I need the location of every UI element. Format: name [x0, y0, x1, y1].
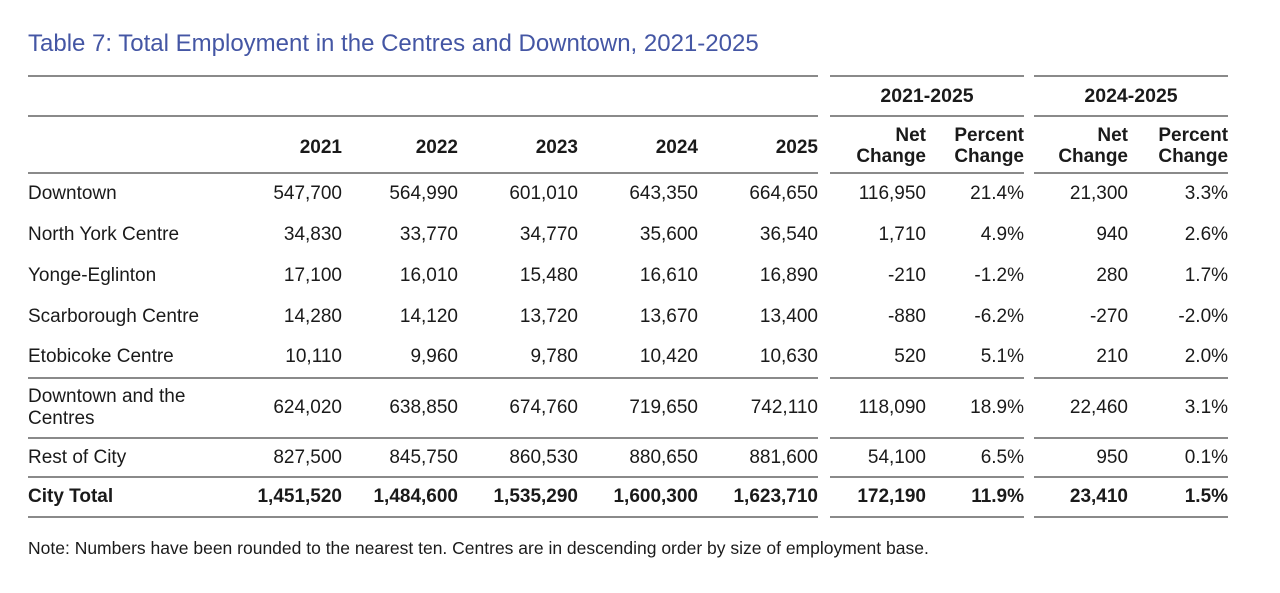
row-label: Downtown	[28, 183, 117, 204]
value-cell: 15,480	[519, 264, 578, 286]
value-cell: 17,100	[283, 264, 342, 286]
value-cell: 11.9%	[926, 477, 1024, 517]
value-cell: 13,670	[639, 305, 698, 327]
group-header-2024-2025: 2024-2025	[1034, 76, 1228, 116]
row-label-header	[28, 116, 218, 173]
value-cell: 33,770	[399, 223, 458, 245]
percent-change-header: Percent Change	[926, 116, 1024, 173]
value-cell: 1.7%	[1184, 264, 1229, 286]
group-header-row	[28, 76, 1228, 116]
value-cell: 14,120	[399, 305, 458, 327]
value-cell: 210	[1034, 337, 1128, 378]
value-cell: 23,410	[1034, 477, 1128, 517]
table-row	[28, 214, 1228, 255]
value-cell: 21,300	[1069, 183, 1129, 204]
value-cell: 18.9%	[926, 378, 1024, 438]
year-header: 2024	[578, 116, 698, 173]
value-cell: 13,720	[519, 305, 578, 327]
value-cell: 719,650	[578, 378, 698, 438]
value-cell: 3.3%	[1184, 183, 1229, 204]
value-cell: 280	[1096, 264, 1129, 286]
column-gap	[818, 296, 830, 337]
column-gap	[1024, 76, 1034, 116]
column-gap	[818, 477, 830, 517]
value-cell: 172,190	[830, 477, 926, 517]
row-label: North York Centre	[28, 223, 180, 245]
column-gap	[1024, 378, 1034, 438]
value-cell: 827,500	[218, 438, 342, 477]
table-row	[28, 438, 1228, 477]
value-cell: 16,010	[399, 264, 458, 286]
net-change-header: Net Change	[1034, 116, 1128, 173]
row-label: Rest of City	[28, 438, 218, 477]
value-cell: 14,280	[283, 305, 342, 327]
value-cell: 9,960	[342, 337, 458, 378]
table-row-total	[28, 477, 1228, 517]
value-cell: -880	[887, 305, 926, 327]
value-cell: 1,600,300	[578, 477, 698, 517]
value-cell: 664,650	[749, 183, 818, 204]
value-cell: 34,770	[519, 223, 578, 245]
table-note: Note: Numbers have been rounded to the nearest ten. Centres are in descending order by size of employment base.	[28, 538, 929, 558]
value-cell: 2.6%	[1184, 223, 1229, 245]
employment-table	[28, 75, 1228, 518]
row-label: Scarborough Centre	[28, 305, 200, 327]
value-cell: 10,110	[218, 337, 342, 378]
value-cell: 1,451,520	[218, 477, 342, 517]
column-gap	[1024, 255, 1034, 296]
value-cell: 21.4%	[970, 183, 1025, 204]
value-cell: 3.1%	[1128, 378, 1228, 438]
value-cell: 9,780	[458, 337, 578, 378]
value-cell: -270	[1089, 305, 1129, 327]
value-cell: -6.2%	[974, 305, 1025, 327]
group-header-2021-2025: 2021-2025	[830, 76, 1024, 116]
value-cell: 6.5%	[926, 438, 1024, 477]
group-header-spacer	[28, 76, 818, 116]
value-cell: 4.9%	[980, 223, 1025, 245]
percent-change-header: Percent Change	[1128, 116, 1228, 173]
column-gap	[1024, 337, 1034, 378]
value-cell: 16,610	[639, 264, 698, 286]
table-row	[28, 337, 1228, 378]
value-cell: 1,710	[878, 223, 926, 245]
value-cell: 880,650	[578, 438, 698, 477]
net-change-header: Net Change	[830, 116, 926, 173]
row-label: Yonge-Eglinton	[28, 264, 157, 286]
value-cell: 638,850	[342, 378, 458, 438]
value-cell: 118,090	[830, 378, 926, 438]
value-cell: 54,100	[830, 438, 926, 477]
value-cell: 950	[1034, 438, 1128, 477]
value-cell: 845,750	[342, 438, 458, 477]
column-gap	[1024, 438, 1034, 477]
column-gap	[818, 438, 830, 477]
value-cell: 116,950	[858, 183, 926, 204]
table-row	[28, 255, 1228, 296]
value-cell: 10,630	[698, 337, 818, 378]
row-label: Etobicoke Centre	[28, 337, 218, 378]
column-gap	[818, 378, 830, 438]
row-label: Downtown and the Centres	[28, 378, 218, 438]
table-title: Table 7: Total Employment in the Centres and Downtown, 2021-2025	[28, 30, 759, 57]
value-cell: 742,110	[698, 378, 818, 438]
column-gap	[818, 214, 830, 255]
column-gap	[1024, 173, 1034, 214]
value-cell: -1.2%	[974, 264, 1025, 286]
table-row	[28, 378, 1228, 438]
value-cell: -2.0%	[1178, 305, 1229, 327]
value-cell: 1,623,710	[698, 477, 818, 517]
value-cell: 22,460	[1034, 378, 1128, 438]
value-cell: 1.5%	[1128, 477, 1228, 517]
year-header: 2021	[218, 116, 342, 173]
value-cell: 1,535,290	[458, 477, 578, 517]
column-gap	[1024, 116, 1034, 173]
column-gap	[818, 255, 830, 296]
value-cell: 674,760	[458, 378, 578, 438]
value-cell: 2.0%	[1128, 337, 1228, 378]
value-cell: 0.1%	[1128, 438, 1228, 477]
value-cell: 10,420	[578, 337, 698, 378]
year-header: 2022	[342, 116, 458, 173]
value-cell: 1,484,600	[342, 477, 458, 517]
year-header: 2023	[458, 116, 578, 173]
column-gap	[818, 116, 830, 173]
value-cell: 16,890	[759, 264, 818, 286]
value-cell: 940	[1096, 223, 1129, 245]
value-cell: -210	[887, 264, 926, 286]
column-gap	[1024, 214, 1034, 255]
value-cell: 564,990	[389, 183, 458, 204]
value-cell: 860,530	[458, 438, 578, 477]
column-gap	[1024, 296, 1034, 337]
value-cell: 624,020	[218, 378, 342, 438]
value-cell: 36,540	[759, 223, 818, 245]
value-cell: 5.1%	[926, 337, 1024, 378]
value-cell: 520	[830, 337, 926, 378]
row-label: City Total	[28, 477, 218, 517]
table-row	[28, 173, 1228, 214]
value-cell: 13,400	[759, 305, 818, 327]
column-gap	[818, 337, 830, 378]
table-row	[28, 296, 1228, 337]
value-cell: 547,700	[273, 183, 342, 204]
column-gap	[1024, 477, 1034, 517]
column-header-row	[28, 116, 1228, 173]
column-gap	[818, 76, 830, 116]
value-cell: 601,010	[509, 183, 578, 204]
value-cell: 34,830	[283, 223, 342, 245]
value-cell: 35,600	[639, 223, 698, 245]
value-cell: 643,350	[629, 183, 698, 204]
year-header: 2025	[698, 116, 818, 173]
value-cell: 881,600	[698, 438, 818, 477]
column-gap	[818, 173, 830, 214]
